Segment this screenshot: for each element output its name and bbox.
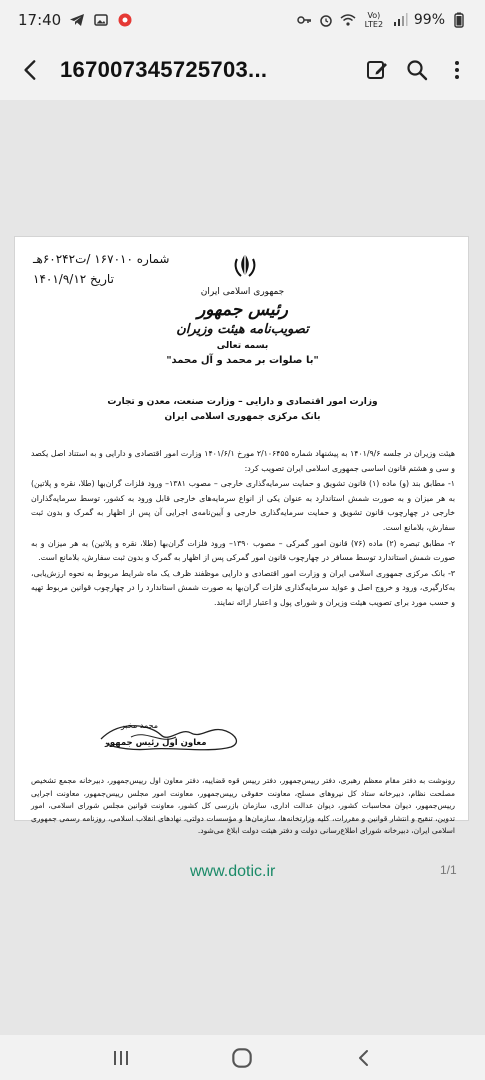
nav-back-icon: [352, 1046, 376, 1070]
paragraph-intro: هیئت وزیران در جلسه ۱۴۰۱/۹/۶ به پیشنهاد شماره ۲/۱۰۶۴۵۵ مورخ ۱۴۰۱/۶/۱ وزارت امور اقتصادی و دارایی و به استناد اصل یکصد و سی و هشتم قانون اساسی جمهوری اسلامی ایران تصویب کرد:: [31, 449, 455, 473]
edit-button[interactable]: [361, 54, 393, 86]
signature-scribble-icon: [91, 717, 251, 757]
document-page[interactable]: [14, 236, 469, 835]
recipients-line-2: بانک مرکزی جمهوری اسلامی ایران: [164, 412, 321, 422]
header-cabinet-decree: تصویب‌نامه هیئت وزیران: [176, 322, 309, 337]
status-time: 17:40: [18, 11, 62, 29]
iran-emblem-icon: [230, 251, 260, 281]
header-country: جمهوری اسلامی ایران: [200, 287, 285, 297]
header-basmala: بسمه تعالی: [216, 341, 269, 351]
search-button[interactable]: [401, 54, 433, 86]
paragraph-1: ۱- مطابق بند (و) ماده (۱) قانون تشویق و حمایت سرمایه‌گذاری خارجی – مصوب ۱۳۸۱– ورود فلزات گران‌بها (طلا، نقره و پلاتین) به هر میزان و به صورت شمش استاندارد به عنوان یکی از انواع سرمایه‌های خارجی قابل ورود به کشور، توسط سرمایه‌گذاران خارجی در چهارچوب قانون تشویق و حمایت سرمایه‌گذاری خارجی و آیین‌نامه‌ی اجرایی آن پس از اظهار به گمرک و بدون ثبت سفارش، بلامانع است.: [31, 479, 455, 532]
back-arrow-icon: [18, 57, 44, 83]
recents-icon: [109, 1046, 133, 1070]
recipients-line-1: وزارت امور اقتصادی و دارایی – وزارت صنعت، معدن و تجارت: [107, 397, 378, 407]
app-bar: [0, 40, 485, 100]
notification-dot-icon: [117, 12, 133, 28]
document-number-label: شماره: [136, 252, 170, 266]
status-right: [296, 11, 467, 29]
system-nav-bar: [0, 1035, 485, 1080]
document-meta: [33, 249, 169, 289]
header-president: رئیس جمهور: [197, 300, 288, 320]
signature-name: محمد مخبر: [121, 721, 159, 730]
battery-level: 99%: [413, 12, 445, 28]
status-bar: [0, 0, 485, 40]
key-icon: [296, 12, 312, 28]
page-indicator: 1/1: [440, 863, 457, 877]
home-icon: [229, 1045, 255, 1071]
nav-back-button[interactable]: [344, 1038, 384, 1078]
paragraph-2: ۲- مطابق تبصره (۲) ماده (۷۶) قانون امور گمرکی – مصوب ۱۳۹۰– ورود فلزات گران‌بها (طلا، نقره و پلاتین) به هر میزان و به صورت شمش استاندارد توسط مسافر در چهارچوب قانون امور گمرکی پس از اظهار به گمرک و بدون ثبت سفارش، بلامانع است.: [31, 538, 455, 563]
document-body: [31, 447, 455, 612]
file-title: 167007345725703...: [60, 57, 268, 82]
document-header: [105, 285, 380, 369]
paragraph-3: ۳- بانک مرکزی جمهوری اسلامی ایران و وزارت امور اقتصادی و دارایی موظفند ظرف یک ماه شرایط مربوط به نحوه ارزش‌یابی، به‌کارگیری، ورود و خروج اصل و عواید سرمایه‌گذاری فلزات گران‌بها به صورت شمش استاندارد را در چهارچوب قوانین مربوط تهیه و حسب مورد برای تصویب هیئت وزیران و شورای پول و اعتبار ارائه نمایند.: [31, 568, 455, 607]
search-icon: [405, 58, 429, 82]
header-salavat: "با صلوات بر محمد و آل محمد": [166, 355, 319, 366]
more-options-button[interactable]: [441, 54, 473, 86]
toolbar-actions: [361, 54, 473, 86]
document-date: ۱۴۰۱/۹/۱۲: [33, 272, 87, 286]
back-button[interactable]: [14, 53, 48, 87]
signal-icon: [392, 12, 408, 28]
document-date-label: تاریخ: [90, 272, 114, 286]
alarm-icon: [318, 12, 334, 28]
document-number: ۱۶۷۰۱۰ /ت۶۰۲۴۲هـ: [33, 252, 133, 266]
signature-title: معاون اول رئیس جمهور: [105, 738, 207, 748]
wifi-icon: [340, 12, 356, 28]
status-left: [18, 11, 133, 29]
home-button[interactable]: [222, 1038, 262, 1078]
document-recipients: [35, 395, 450, 425]
source-website: www.dotic.ir: [190, 863, 276, 880]
telegram-icon: [69, 12, 85, 28]
edit-icon: [365, 58, 389, 82]
recents-button[interactable]: [101, 1038, 141, 1078]
battery-icon: [451, 12, 467, 28]
more-vert-icon: [445, 58, 469, 82]
document-cc-list: رونوشت به دفتر مقام معظم رهبری، دفتر رییس‌جمهور، دفتر رییس قوه قضاییه، دفتر معاون اول رییس‌جمهور، دبیرخانه مجمع تشخیص مصلحت نظام، دبیرخانه ستاد کل نیروهای مسلح، معاونت حقوقی رییس‌جمهور، معاونت امور مجلس رییس‌جمهور، معاونت اجرایی رییس‌جمهور، دیوان محاسبات کشور، دیوان عدالت اداری، سازمان بازرسی کل کشور، معاونت قوانین مجلس شورای اسلامی، امور تدوین، تنقیح و انتشار قوانین و مقررات، کلیه وزارتخانه‌ها، سازمان‌ها و مؤسسات دولتی، نهادهای انقلاب اسلامی، روزنامه رسمی جمهوری اسلامی ایران، دبیرخانه شورای اطلاع‌رسانی دولت و دفتر هیئت دولت ابلاغ می‌شود.: [31, 776, 455, 835]
gallery-icon: [93, 12, 109, 28]
network-label: Vo) LTE2: [364, 11, 384, 29]
